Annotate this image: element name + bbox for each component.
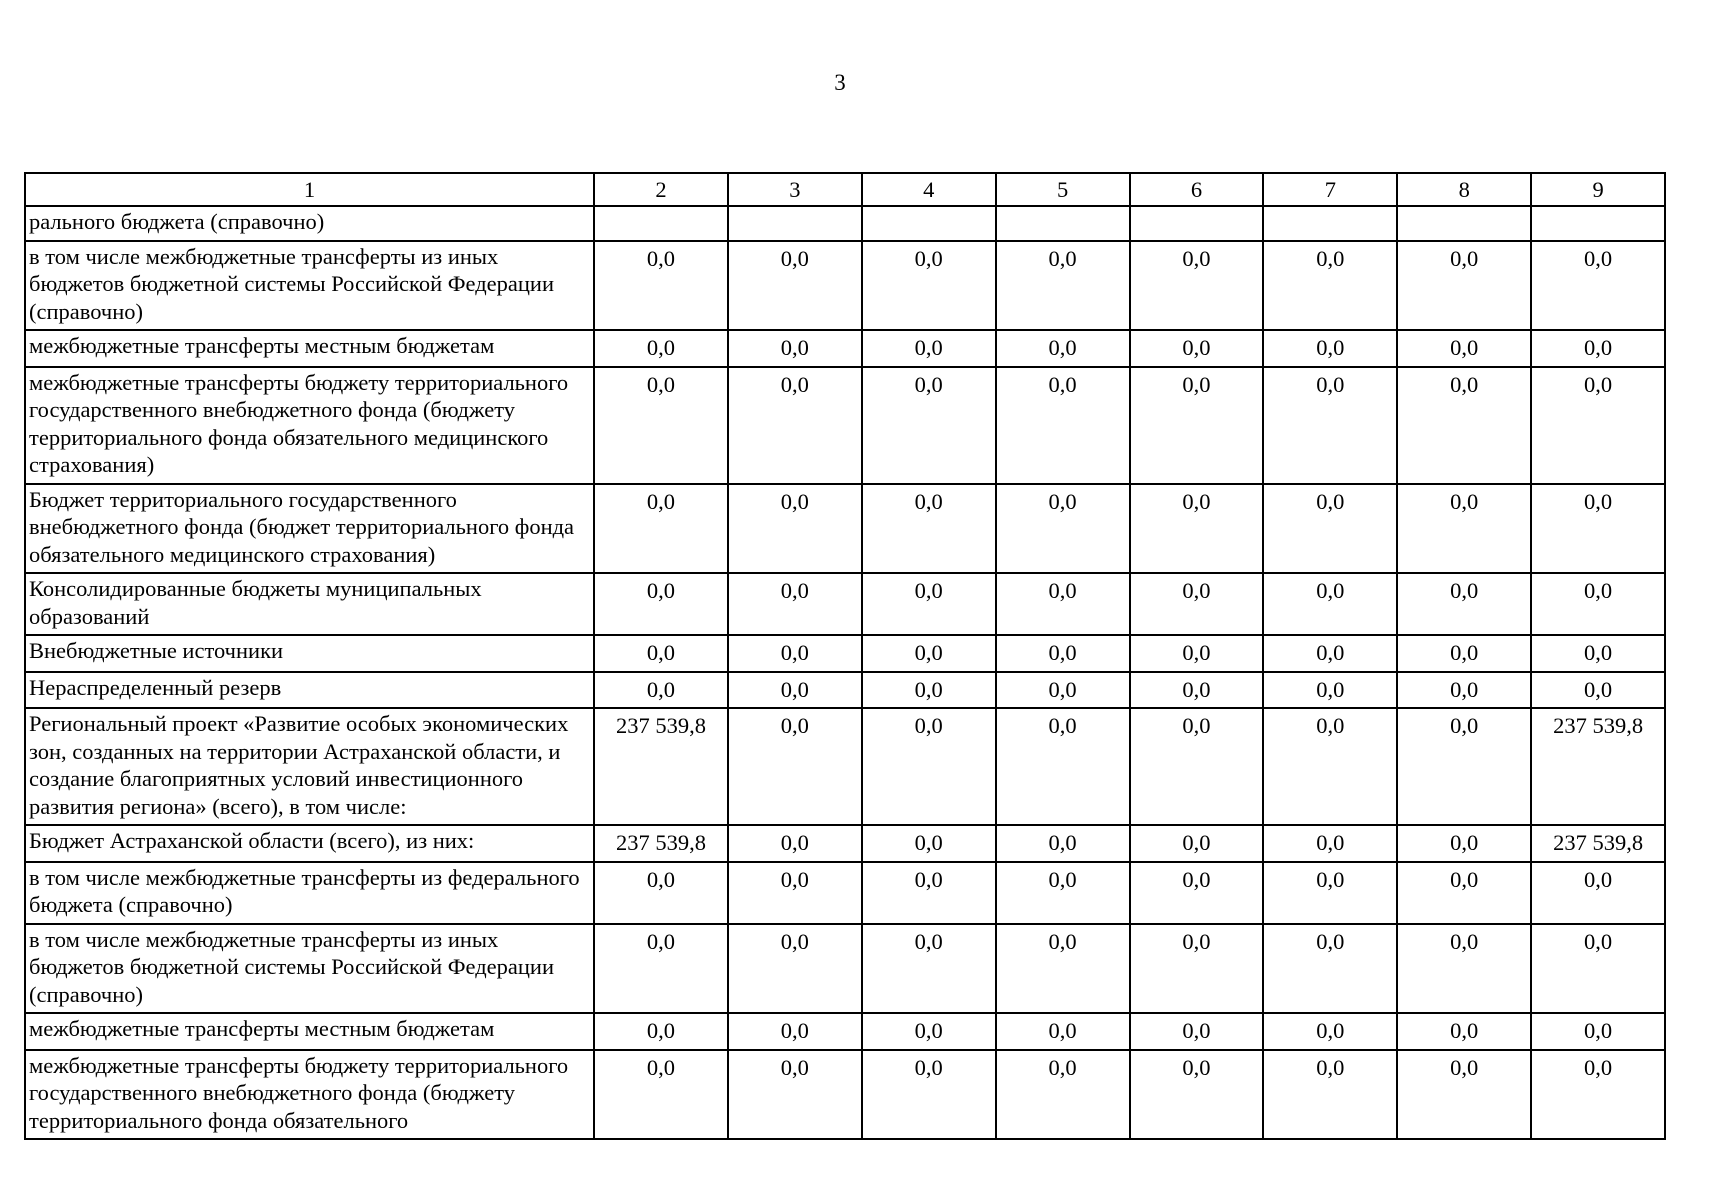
value-cell-col-5: 0,0 [996,241,1130,331]
budget-table [24,172,1666,1140]
value-cell-col-6: 0,0 [1130,672,1264,709]
value-cell-col-8: 0,0 [1397,1013,1531,1050]
value-cell-col-8: 0,0 [1397,484,1531,574]
value-cell-col-6: 0,0 [1130,635,1264,672]
table-row [25,825,1665,862]
value-cell-col-7: 0,0 [1263,708,1397,825]
value-cell-col-2: 0,0 [594,862,728,924]
column-header-1: 1 [25,173,594,206]
table-row [25,367,1665,484]
value-cell-col-5: 0,0 [996,367,1130,484]
value-cell-col-8: 0,0 [1397,862,1531,924]
value-cell-col-7: 0,0 [1263,367,1397,484]
value-cell-col-9: 0,0 [1531,484,1665,574]
value-cell-col-5: 0,0 [996,484,1130,574]
value-cell-col-9 [1531,206,1665,241]
value-cell-col-3: 0,0 [728,862,862,924]
value-cell-col-3: 0,0 [728,924,862,1014]
value-cell-col-8: 0,0 [1397,924,1531,1014]
value-cell-col-9: 0,0 [1531,924,1665,1014]
column-header-3: 3 [728,173,862,206]
table-row [25,484,1665,574]
value-cell-col-3: 0,0 [728,484,862,574]
table-body [25,206,1665,1139]
value-cell-col-9: 0,0 [1531,367,1665,484]
value-cell-col-9: 0,0 [1531,672,1665,709]
column-header-2: 2 [594,173,728,206]
table-row [25,924,1665,1014]
value-cell-col-5: 0,0 [996,672,1130,709]
value-cell-col-2: 0,0 [594,672,728,709]
value-cell-col-7: 0,0 [1263,672,1397,709]
value-cell-col-2: 237 539,8 [594,708,728,825]
value-cell-col-9: 0,0 [1531,241,1665,331]
value-cell-col-4: 0,0 [862,367,996,484]
column-header-7: 7 [1263,173,1397,206]
value-cell-col-2: 0,0 [594,1013,728,1050]
value-cell-col-3: 0,0 [728,1050,862,1140]
value-cell-col-3: 0,0 [728,672,862,709]
value-cell-col-6: 0,0 [1130,241,1264,331]
value-cell-col-9: 0,0 [1531,862,1665,924]
value-cell-col-4: 0,0 [862,862,996,924]
row-label: Консолидированные бюджеты муниципальных образований [25,573,594,635]
value-cell-col-2: 237 539,8 [594,825,728,862]
value-cell-col-4: 0,0 [862,484,996,574]
value-cell-col-8: 0,0 [1397,708,1531,825]
value-cell-col-7: 0,0 [1263,825,1397,862]
column-header-9: 9 [1531,173,1665,206]
row-label: межбюджетные трансферты местным бюджетам [25,330,594,367]
value-cell-col-9: 0,0 [1531,1013,1665,1050]
value-cell-col-9: 0,0 [1531,1050,1665,1140]
value-cell-col-7: 0,0 [1263,862,1397,924]
value-cell-col-3: 0,0 [728,708,862,825]
value-cell-col-6: 0,0 [1130,825,1264,862]
value-cell-col-3: 0,0 [728,635,862,672]
value-cell-col-9: 237 539,8 [1531,825,1665,862]
table-row [25,672,1665,709]
value-cell-col-3 [728,206,862,241]
table-row [25,1050,1665,1140]
value-cell-col-7: 0,0 [1263,573,1397,635]
value-cell-col-9: 0,0 [1531,635,1665,672]
value-cell-col-8: 0,0 [1397,367,1531,484]
row-label: Нераспределенный резерв [25,672,594,709]
row-label: межбюджетные трансферты местным бюджетам [25,1013,594,1050]
value-cell-col-8: 0,0 [1397,1050,1531,1140]
column-header-4: 4 [862,173,996,206]
row-label: межбюджетные трансферты бюджету территориального государственного внебюджетного фонда (бюджету территориального фонда обязательного [25,1050,594,1140]
value-cell-col-2: 0,0 [594,924,728,1014]
value-cell-col-3: 0,0 [728,367,862,484]
value-cell-col-9: 0,0 [1531,573,1665,635]
table-row [25,635,1665,672]
value-cell-col-2 [594,206,728,241]
value-cell-col-9: 0,0 [1531,330,1665,367]
row-label: Внебюджетные источники [25,635,594,672]
value-cell-col-5: 0,0 [996,1050,1130,1140]
value-cell-col-2: 0,0 [594,484,728,574]
value-cell-col-4: 0,0 [862,825,996,862]
table-row [25,330,1665,367]
row-label: Бюджет Астраханской области (всего), из них: [25,825,594,862]
value-cell-col-5: 0,0 [996,573,1130,635]
value-cell-col-6: 0,0 [1130,708,1264,825]
value-cell-col-8: 0,0 [1397,635,1531,672]
value-cell-col-2: 0,0 [594,1050,728,1140]
value-cell-col-7: 0,0 [1263,1050,1397,1140]
value-cell-col-6: 0,0 [1130,1050,1264,1140]
table-row [25,1013,1665,1050]
value-cell-col-7: 0,0 [1263,241,1397,331]
value-cell-col-6: 0,0 [1130,1013,1264,1050]
value-cell-col-6: 0,0 [1130,862,1264,924]
value-cell-col-6: 0,0 [1130,924,1264,1014]
row-label: межбюджетные трансферты бюджету территориального государственного внебюджетного фонда (бюджету территориального фонда обязательного медицинского страхования) [25,367,594,484]
value-cell-col-2: 0,0 [594,635,728,672]
column-header-6: 6 [1130,173,1264,206]
value-cell-col-5: 0,0 [996,924,1130,1014]
value-cell-col-4: 0,0 [862,330,996,367]
value-cell-col-5: 0,0 [996,825,1130,862]
value-cell-col-5: 0,0 [996,708,1130,825]
row-label: в том числе межбюджетные трансферты из иных бюджетов бюджетной системы Российской Федерации (справочно) [25,924,594,1014]
value-cell-col-7: 0,0 [1263,635,1397,672]
value-cell-col-2: 0,0 [594,330,728,367]
column-header-8: 8 [1397,173,1531,206]
header-row [25,173,1665,206]
value-cell-col-9: 237 539,8 [1531,708,1665,825]
row-label: в том числе межбюджетные трансферты из федерального бюджета (справочно) [25,862,594,924]
value-cell-col-7: 0,0 [1263,330,1397,367]
value-cell-col-5: 0,0 [996,330,1130,367]
value-cell-col-6 [1130,206,1264,241]
value-cell-col-7 [1263,206,1397,241]
table-row [25,708,1665,825]
value-cell-col-8: 0,0 [1397,241,1531,331]
value-cell-col-6: 0,0 [1130,484,1264,574]
value-cell-col-4: 0,0 [862,635,996,672]
value-cell-col-2: 0,0 [594,367,728,484]
value-cell-col-7: 0,0 [1263,484,1397,574]
value-cell-col-4: 0,0 [862,708,996,825]
value-cell-col-4: 0,0 [862,924,996,1014]
value-cell-col-3: 0,0 [728,241,862,331]
table-row [25,573,1665,635]
value-cell-col-6: 0,0 [1130,330,1264,367]
value-cell-col-3: 0,0 [728,573,862,635]
value-cell-col-7: 0,0 [1263,1013,1397,1050]
value-cell-col-8: 0,0 [1397,330,1531,367]
row-label: Бюджет территориального государственного внебюджетного фонда (бюджет территориального фонда обязательного медицинского страхования) [25,484,594,574]
value-cell-col-4 [862,206,996,241]
value-cell-col-5 [996,206,1130,241]
value-cell-col-2: 0,0 [594,241,728,331]
row-label: Региональный проект «Развитие особых экономических зон, созданных на территории Астраханской области, и создание благоприятных условий инвестиционного развития региона» (всего), в том числе: [25,708,594,825]
value-cell-col-5: 0,0 [996,1013,1130,1050]
table-row [25,241,1665,331]
row-label: в том числе межбюджетные трансферты из иных бюджетов бюджетной системы Российской Федерации (справочно) [25,241,594,331]
value-cell-col-3: 0,0 [728,1013,862,1050]
value-cell-col-8: 0,0 [1397,672,1531,709]
value-cell-col-4: 0,0 [862,1013,996,1050]
value-cell-col-6: 0,0 [1130,573,1264,635]
value-cell-col-3: 0,0 [728,330,862,367]
value-cell-col-2: 0,0 [594,573,728,635]
value-cell-col-5: 0,0 [996,635,1130,672]
table-row [25,206,1665,241]
row-label: рального бюджета (справочно) [25,206,594,241]
value-cell-col-6: 0,0 [1130,367,1264,484]
value-cell-col-8: 0,0 [1397,825,1531,862]
value-cell-col-4: 0,0 [862,573,996,635]
table-row [25,862,1665,924]
column-header-5: 5 [996,173,1130,206]
value-cell-col-4: 0,0 [862,672,996,709]
value-cell-col-7: 0,0 [1263,924,1397,1014]
value-cell-col-3: 0,0 [728,825,862,862]
value-cell-col-8 [1397,206,1531,241]
page-number: 3 [834,70,846,95]
value-cell-col-5: 0,0 [996,862,1130,924]
value-cell-col-4: 0,0 [862,241,996,331]
value-cell-col-8: 0,0 [1397,573,1531,635]
value-cell-col-4: 0,0 [862,1050,996,1140]
